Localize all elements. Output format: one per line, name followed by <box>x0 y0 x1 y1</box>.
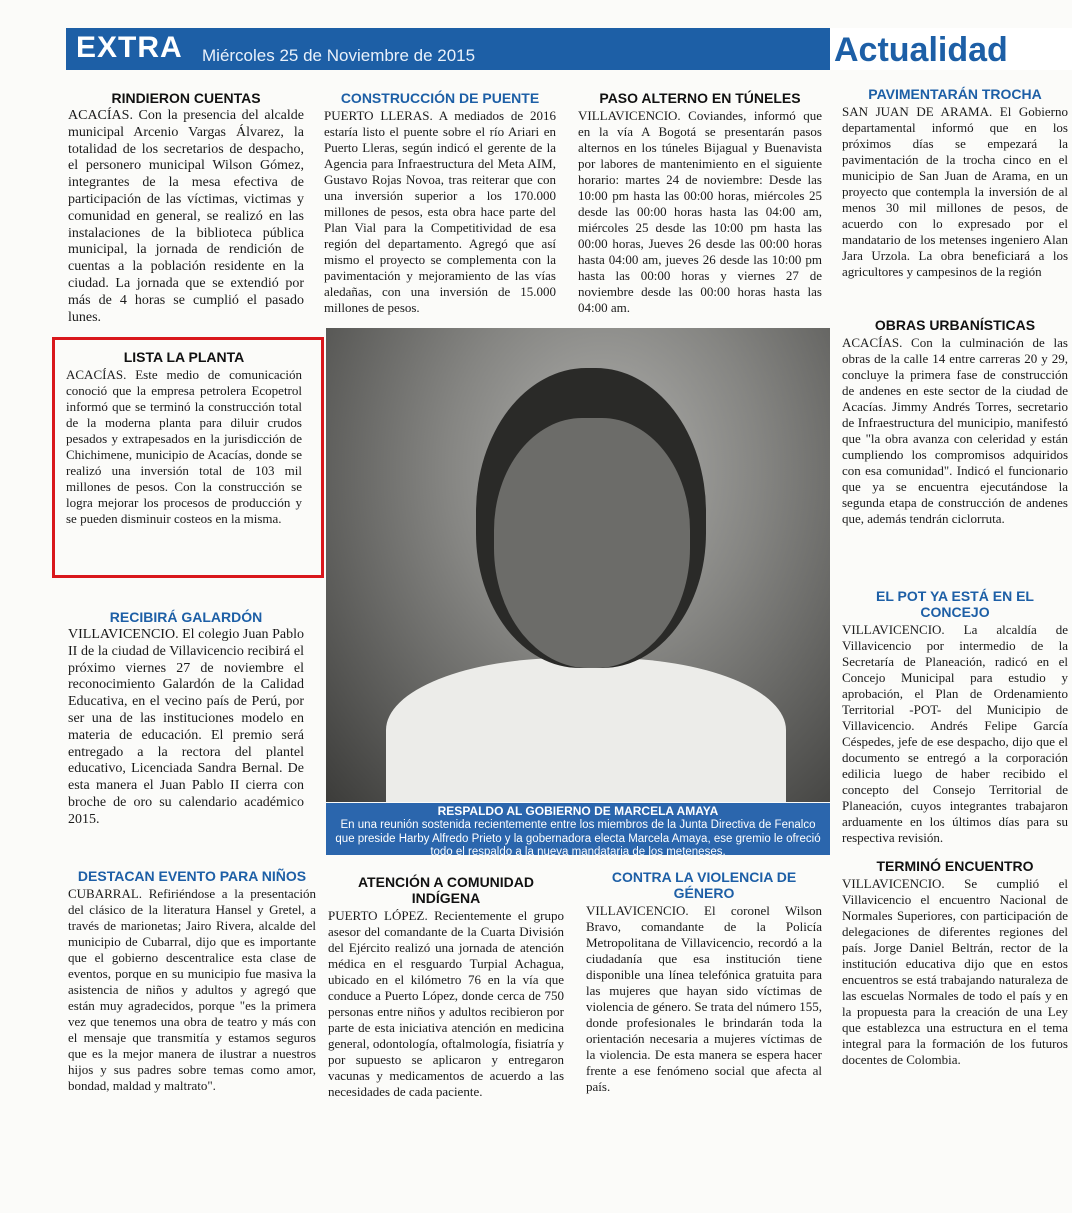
article-body: VILLAVICENCIO. Coviandes, informó que en la vía A Bogotá se presentarán pasos alternos en los túneles Bijagual y Buenavista por labores de mantenimiento en el siguiente horario: martes 24 de noviembre: Desde las 10:00 pm hasta las 00:00 horas, miércoles 25 desde las 00:00 horas hasta las 04:00 am, miércoles 25 desde las 10:00 pm hasta las 00:00 horas, Jueves 26 desde las 00:00 horas hasta 04:00 am, jueves 26 desde las 10:00 pm hasta las 00:00 horas y viernes 27 de noviembre desde las 00:00 horas hasta las 04:00 am. <box>578 108 822 315</box>
photo-caption <box>326 803 830 858</box>
section-title: Actualidad <box>834 31 1008 69</box>
article-body: PUERTO LÓPEZ. Recientemente el grupo asesor del comandante de la Cuarta División del Ejército realizó una jornada de atención médica en el resguardo Turpial Achagua, ubicado en el kilómetro 76 en la vía que conduce a Puerto López, donde cerca de 750 personas entre niños y adultos recibieron por parte de esta iniciativa atención en medicina general, odontología, oftalmología, fisiatría y por supuesto se aplicaron y entregaron vacunas y medicamentos de acuerdo a las necesidades de cada paciente. <box>328 908 564 1099</box>
article-violencia-genero <box>586 869 822 1095</box>
article-body: VILLAVICENCIO. Se cumplió el Villavicencio el encuentro Nacional de Normales Superiores, con participación de delegaciones de diferentes regiones del país. Jorge Daniel Beltrán, rector de la institución educativa dijo que en estos encuentros se está trabajando naturaleza de las escuelas Normales de todo el país y en la propuesta para la creación de una Ley que establezca una estructura en el tema integral para la formación de los futuros docentes de Colombia. <box>842 876 1068 1067</box>
article-obras-urbanisticas <box>842 317 1068 527</box>
article-headline: TERMINÓ ENCUENTRO <box>876 858 1034 874</box>
article-headline: RINDIERON CUENTAS <box>111 90 261 106</box>
article-body: ACACÍAS. Este medio de comunicación conoció que la empresa petrolera Ecopetrol informó que se terminó la construcción total de la moderna planta para diluir crudos pesados y extrapesados en la jurisdicción de Chichimene, municipio de Acacías, donde se realizó una inversión total de 103 mil millones de pesos. Con la construcción se logra mejorar los procesos de producción y se pueden disminuir costeos en la misma. <box>66 367 302 526</box>
page-header <box>66 28 1072 70</box>
article-headline: EL POT YA ESTÁ EN EL CONCEJO <box>876 588 1034 620</box>
article-body: VILLAVICENCIO. El colegio Juan Pablo II de la ciudad de Villavicencio recibirá el próximo viernes 27 de noviembre el reconocimiento Galardón de la Calidad Educativa, en el vecino país de Perú, por ser una de las instituciones modelo en materia de educación. El premio será entregado a la rectora del plantel educativo, Licenciada Sandra Bernal. De esta manera el Juan Pablo II cierra con broche de oro su calendario académico 2015. <box>68 627 304 827</box>
article-atencion-indigena <box>328 874 564 1100</box>
caption-text: En una reunión sostenida recientemente entre los miembros de la Junta Directiva de Fenalco que preside Harby Alfredo Prieto y la gobernadora electa Marcela Amaya, ese gremio le ofreció todo el respaldo a la nueva mandataria de los meteneses. <box>335 819 821 858</box>
article-body: ACACÍAS. Con la presencia del alcalde municipal Arcenio Vargas Álvarez, la totalidad de los secretarios de despacho, el personero municipal Wilson Gómez, integrantes de la mesa efectiva de participación de las víctimas, victimas y comunidad en general, se realizó en las instalaciones de la biblioteca pública municipal, la jornada de rendición de cuentas a la población residente en la ciudad. La jornada que se extendió por más de 4 horas se cumplió el pasado lunes. <box>68 108 304 325</box>
article-body: PUERTO LLERAS. A mediados de 2016 estaría listo el puente sobre el río Ariari en Puerto Lleras, según indicó el gerente de la Agencia para Infraestructura del Meta AIM, Gustavo Rojas Novoa, tras reiterar que con una inversión superior a los 170.000 millones de pesos, esta obra hace parte del Plan Vial para la Competitividad de esa región del departamento. Agregó que así mismo el proyecto se complementa con la pavimentación y mejoramiento de las vías aledañas, con una inversión de 15.000 millones de pesos. <box>324 108 556 315</box>
section-label-box <box>830 28 1072 70</box>
photo-face <box>494 418 690 668</box>
caption-title: RESPALDO AL GOBIERNO DE MARCELA AMAYA <box>437 804 719 818</box>
article-body: CUBARRAL. Refiriéndose a la presentación del clásico de la literatura Hansel y Gretel, a través de marionetas; Jairo Rivera, alcalde del municipio de Cubarral, dijo que es importante que el gobierno descentralice esta clase de eventos, porque en su municipio fue masiva la asistencia de niños y adultos y agregó que están muy agradecidos, porque "es la primera vez que tenemos una obra de teatro y más con el mensaje que transmitía y estamos seguros que es la mejor manera de ilustrar a nuestros hijos y sus padres sobre temas como amor, bondad, maldad y maltrato". <box>68 886 316 1093</box>
article-headline: PAVIMENTARÁN TROCHA <box>868 86 1042 102</box>
article-headline: PASO ALTERNO EN TÚNELES <box>599 90 801 106</box>
article-destacan-evento <box>68 868 316 1094</box>
article-pot-concejo <box>842 588 1068 846</box>
article-headline: OBRAS URBANÍSTICAS <box>874 317 1036 333</box>
article-body: VILLAVICENCIO. La alcaldía de Villavicencio por intermedio de la Secretaría de Planeación, radicó en el Concejo Municipal para estudio y aprobación, el Plan de Ordenamiento Territorial -POT- del Municipio de Villavicencio. Andrés Felipe García Céspedes, jefe de ese despacho, dijo que el documento se entregó a la corporación edilicia luego de haber recibido el concepto del Consejo Territorial de Planeación, cuyos integrantes trabajaron arduamente en los últimos días para su respectiva revisión. <box>842 622 1068 845</box>
article-recibira-galardon <box>68 609 304 829</box>
article-body: VILLAVICENCIO. El coronel Wilson Bravo, comandante de la Policía Metropolitana de Villavicencio, recordó a la ciudadanía que esa institución tiene disponible una línea telefónica gratuita para las mujeres que hayan sido víctimas de violencia de género. Se trata del número 155, donde profesionales le brindarán toda la orientación necesaria a mujeres víctimas de la violencia. De esta manera se espera hacer frente a ese fenómeno social que afecta al país. <box>586 903 822 1094</box>
article-headline: DESTACAN EVENTO PARA NIÑOS <box>77 868 307 884</box>
news-photo <box>326 328 830 802</box>
newspaper-logo: EXTRA <box>76 31 183 64</box>
photo-shirt <box>386 658 786 802</box>
article-headline: RECIBIRÁ GALARDÓN <box>109 609 263 625</box>
article-construccion-puente <box>324 90 556 316</box>
article-lista-la-planta <box>66 349 302 527</box>
article-headline: LISTA LA PLANTA <box>123 349 245 365</box>
article-paso-alterno <box>578 90 822 316</box>
issue-date: Miércoles 25 de Noviembre de 2015 <box>202 46 476 65</box>
article-headline: ATENCIÓN A COMUNIDAD INDÍGENA <box>357 874 535 906</box>
article-body: ACACÍAS. Con la culminación de las obras de la calle 14 entre carreras 20 y 29, concluye la primera fase de construcción de andenes en este sector de la ciudad de Acacías. Jimmy Andrés Torres, secretario de Infraestructura del municipio, manifestó que "la obra avanza con celeridad y están cumpliendo los compromisos adquiridos con esa comunidad". Indicó el funcionario que ya se encuentra ejecutándose la segunda etapa de construcción de andenes que, además tendrán ciclorruta. <box>842 335 1068 526</box>
article-body: SAN JUAN DE ARAMA. El Gobierno departamental informó que en los próximos días se empezará la pavimentación de la trocha cinco en el municipio de San Juan de Arama, en un proyecto que contempla la inversión de al menos 30 mil millones de pesos, de acuerdo con lo expresado por el mandatario de los metenses ingeniero Alan Jara Urzola. La obra beneficiará a los agricultores y campesinos de la región <box>842 104 1068 279</box>
article-pavimentaran-trocha <box>842 86 1068 280</box>
article-rindieron-cuentas <box>68 90 304 326</box>
article-termino-encuentro <box>842 858 1068 1068</box>
article-headline: CONTRA LA VIOLENCIA DE GÉNERO <box>611 869 797 901</box>
article-headline: CONSTRUCCIÓN DE PUENTE <box>340 90 540 106</box>
